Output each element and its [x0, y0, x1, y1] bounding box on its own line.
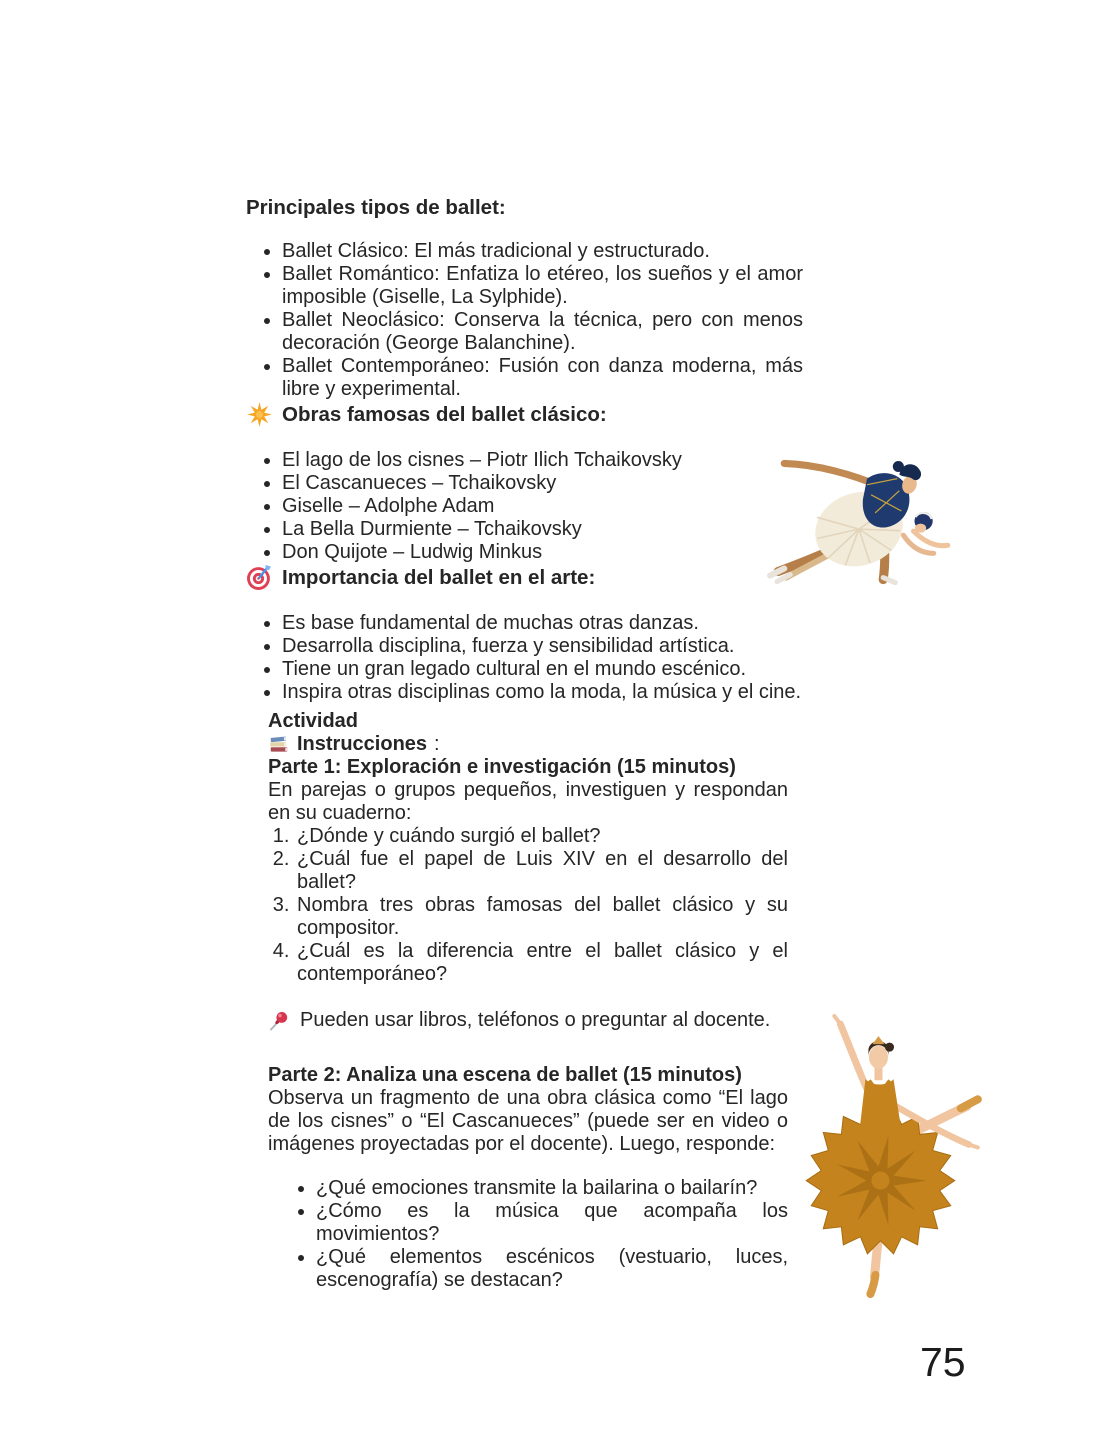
- pushpin-icon: [268, 1008, 292, 1032]
- list-item: • Don Quijote – Ludwig Minkus: [282, 541, 803, 564]
- question-item: 4. ¿Cuál es la diferencia entre el ballet clásico y el contemporáneo?: [295, 940, 788, 986]
- instructions-label: Instrucciones: [297, 733, 428, 755]
- parte2-intro: Observa un fragmento de una obra clásica como “El lago de los cisnes” o “El Cascanueces” (puede ser en video o imágenes proyectadas por el docente). Luego, responde:: [268, 1087, 788, 1155]
- section-title-importancia: Importancia del ballet en el arte:: [282, 566, 596, 589]
- pin-note-text: Pueden usar libros, teléfonos o preguntar al docente.: [300, 1008, 771, 1031]
- section-heading-obras: [246, 401, 803, 428]
- parte2-questions: [268, 1177, 788, 1292]
- parte1-title: Parte 1: Exploración e investigación (15 minutos): [268, 756, 736, 778]
- list-item: • Ballet Contemporáneo: Fusión con danza moderna, más libre y experimental.: [282, 355, 803, 401]
- instructions-colon: :: [434, 733, 440, 755]
- list-item: • Ballet Romántico: Enfatiza lo etéreo, los sueños y el amor imposible (Giselle, La Sylphide).: [282, 263, 803, 309]
- question-item: • ¿Qué emociones transmite la bailarina o bailarín?: [316, 1177, 788, 1200]
- star-icon: [246, 401, 273, 428]
- question-item: 2. ¿Cuál fue el papel de Luis XIV en el desarrollo del ballet?: [295, 848, 788, 894]
- page-number: 75: [920, 1339, 966, 1385]
- tipos-list: [246, 240, 803, 401]
- list-item: • Giselle – Adolphe Adam: [282, 495, 803, 518]
- parte2-title: Parte 2: Analiza una escena de ballet (15 minutos): [268, 1064, 742, 1086]
- list-item: • El lago de los cisnes – Piotr Ilich Tchaikovsky: [282, 449, 803, 472]
- list-item: • El Cascanueces – Tchaikovsky: [282, 472, 803, 495]
- books-icon: [268, 734, 290, 756]
- list-item: • Ballet Clásico: El más tradicional y estructurado.: [282, 240, 803, 263]
- list-item: • Desarrolla disciplina, fuerza y sensibilidad artística.: [282, 635, 803, 658]
- question-item: • ¿Qué elementos escénicos (vestuario, luces, escenografía) se destacan?: [316, 1246, 788, 1292]
- question-item: 3. Nombra tres obras famosas del ballet clásico y su compositor.: [295, 894, 788, 940]
- instructions-heading: [268, 733, 788, 756]
- activity-title: Actividad: [268, 710, 359, 732]
- importancia-list: [246, 612, 803, 704]
- activity-block: [268, 710, 788, 1292]
- list-item: • Inspira otras disciplinas como la moda, la música y el cine.: [282, 681, 803, 704]
- section-heading-importancia: [246, 564, 803, 591]
- list-item: • Tiene un gran legado cultural en el mundo escénico.: [282, 658, 803, 681]
- parte1-questions: [268, 825, 788, 986]
- section-title-tipos: Principales tipos de ballet:: [246, 196, 506, 219]
- section-title-obras: Obras famosas del ballet clásico:: [282, 403, 607, 426]
- list-item: • La Bella Durmiente – Tchaikovsky: [282, 518, 803, 541]
- question-item: • ¿Cómo es la música que acompaña los movimientos?: [316, 1200, 788, 1246]
- ballet-couple-illustration: [762, 446, 964, 588]
- dartboard-icon: [246, 564, 273, 591]
- ballerina-illustration: [788, 1012, 984, 1298]
- pin-note: [268, 1008, 788, 1032]
- parte1-intro: En parejas o grupos pequeños, investiguen y respondan en su cuaderno:: [268, 779, 788, 824]
- obras-list: [246, 449, 803, 564]
- list-item: • Es base fundamental de muchas otras danzas.: [282, 612, 803, 635]
- main-text-column: [246, 196, 803, 1292]
- question-item: 1. ¿Dónde y cuándo surgió el ballet?: [295, 825, 788, 848]
- list-item: • Ballet Neoclásico: Conserva la técnica, pero con menos decoración (George Balanchine).: [282, 309, 803, 355]
